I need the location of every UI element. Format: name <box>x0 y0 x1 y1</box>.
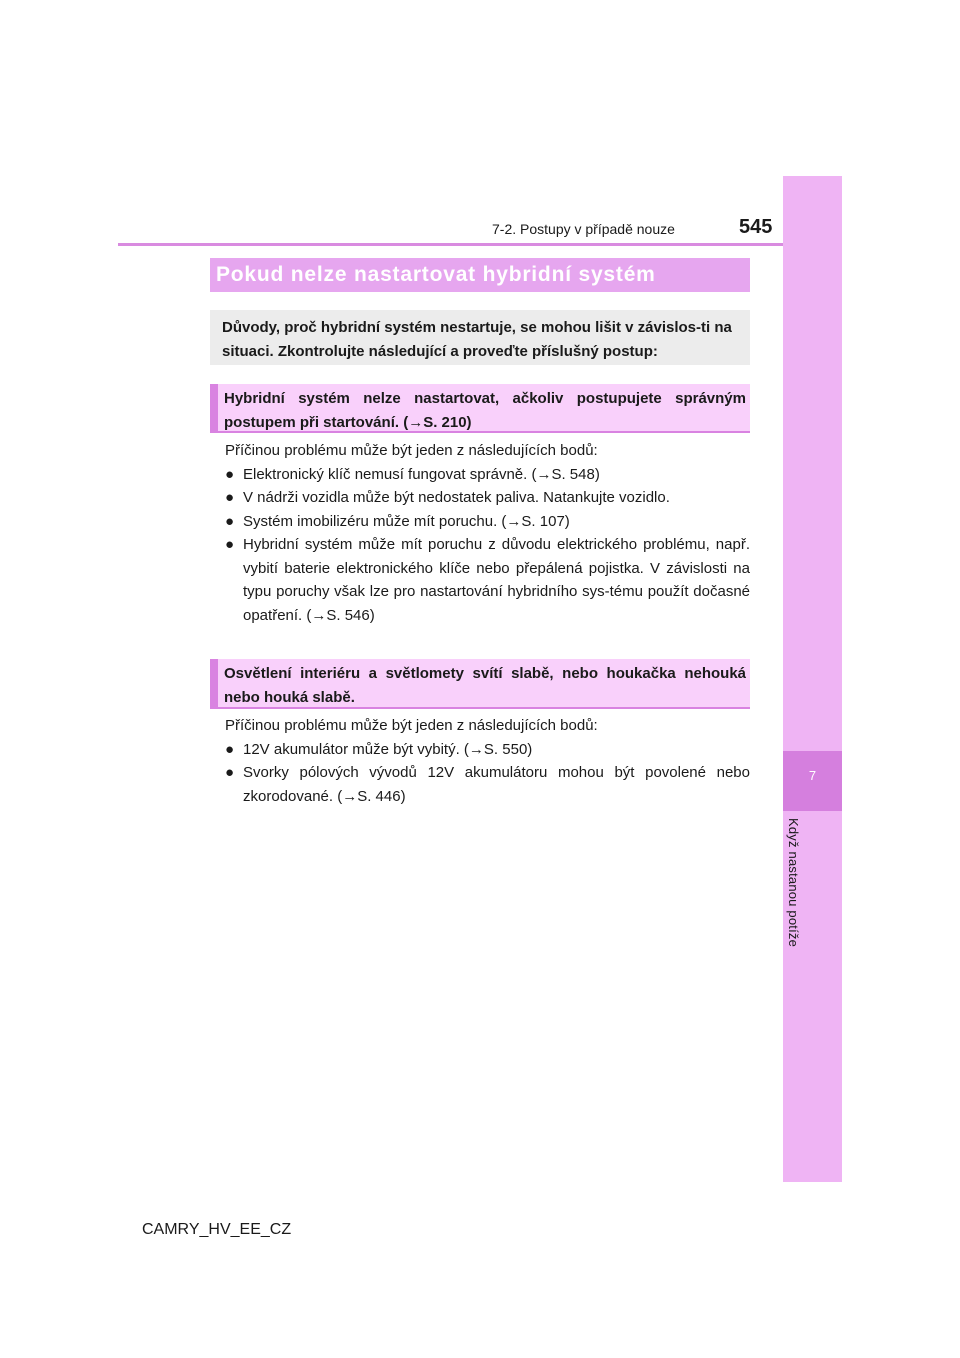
chapter-number: 7 <box>808 768 817 783</box>
header-rule <box>118 243 842 246</box>
subheading-1: Hybridní systém nelze nastartovat, ačkoliv postupujete správným postupem při startování. (→S. 210) <box>210 384 750 433</box>
bullet-icon: ● <box>225 465 235 483</box>
bullet-icon: ● <box>225 764 235 781</box>
chapter-side-tab <box>783 176 842 1182</box>
list-item <box>225 510 750 534</box>
bullet-icon: ● <box>225 512 235 530</box>
bullet-icon: ● <box>225 740 235 758</box>
section-1-content <box>225 439 750 627</box>
list-item <box>225 738 750 762</box>
list-item <box>225 463 750 487</box>
document-code: CAMRY_HV_EE_CZ <box>142 1221 292 1238</box>
list-item <box>225 533 750 627</box>
section-1-lead: Příčinou problému může být jeden z následujících bodů: <box>225 442 598 459</box>
chapter-title: Když nastanou potíže <box>786 818 801 948</box>
list-item-text: Hybridní systém může mít poruchu z důvodu elektrického problému, např. vybití baterie elektronického klíče nebo přepálená pojistka. V závislosti na typu poruchy však lze pro nastartování hybridního sys-tému použít dočasné opatření. (→S. 546) <box>243 536 750 624</box>
list-item-text: Systém imobilizéru může mít poruchu. (→S. 107) <box>243 512 570 530</box>
list-item-text: 12V akumulátor může být vybitý. (→S. 550) <box>243 740 533 758</box>
bullet-icon: ● <box>225 489 235 506</box>
intro-box: Důvody, proč hybridní systém nestartuje, se mohou lišit v závislos-ti na situaci. Zkontrolujte následující a proveďte příslušný postup: <box>210 310 750 365</box>
list-item-text: Svorky pólových vývodů 12V akumulátoru mohou být povolené nebo zkorodované. (→S. 446) <box>243 764 750 805</box>
subheading-2: Osvětlení interiéru a světlomety svítí slabě, nebo houkačka nehouká nebo houká slabě. <box>210 659 750 709</box>
list-item-text: Elektronický klíč nemusí fungovat správně. (→S. 548) <box>243 465 600 483</box>
section-2-content <box>225 714 750 808</box>
page-title: Pokud nelze nastartovat hybridní systém <box>210 258 750 292</box>
section-path: 7-2. Postupy v případě nouze <box>492 221 675 237</box>
page-number: 545 <box>739 216 773 238</box>
section-2-lead: Příčinou problému může být jeden z následujících bodů: <box>225 717 598 734</box>
list-item <box>225 761 750 808</box>
bullet-icon: ● <box>225 536 235 553</box>
list-item-text: V nádrži vozidla může být nedostatek paliva. Natankujte vozidlo. <box>243 489 670 506</box>
list-item <box>225 486 750 510</box>
